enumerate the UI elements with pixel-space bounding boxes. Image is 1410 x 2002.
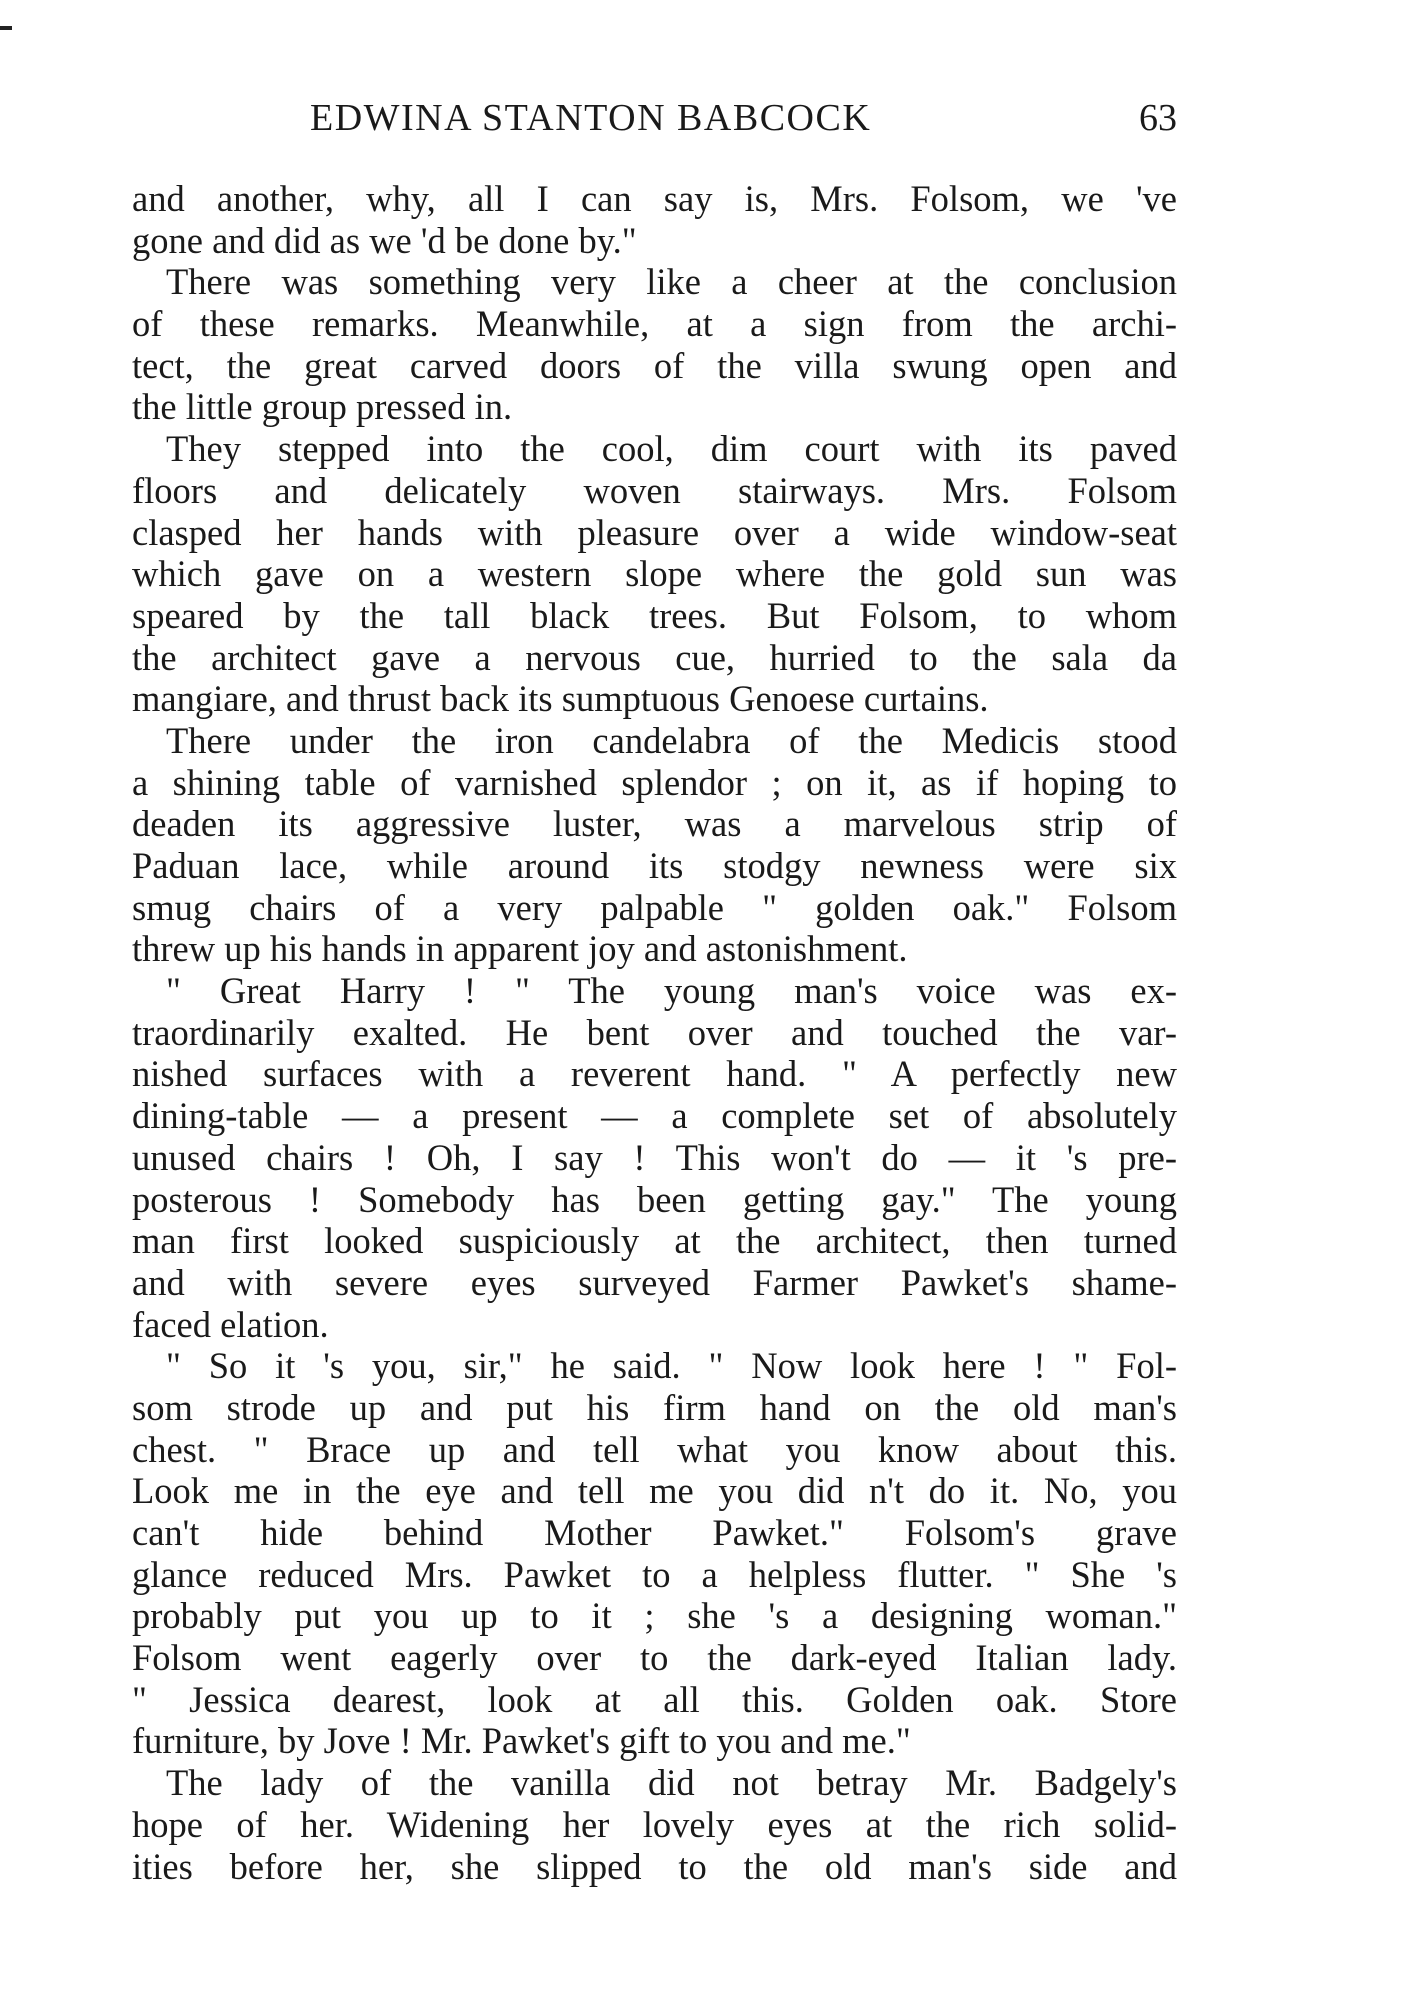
- text-line: man first looked suspiciously at the architect, then turned: [132, 1220, 1177, 1262]
- text-line: ities before her, she slipped to the old man's side and: [132, 1845, 1177, 1887]
- text-line: the architect gave a nervous cue, hurried to the sala da: [132, 636, 1177, 678]
- text-line: can't hide behind Mother Pawket." Folsom's grave: [132, 1512, 1177, 1553]
- text-line: of these remarks. Meanwhile, at a sign from the archi-: [132, 303, 1177, 345]
- text-line: " So it 's you, sir," he said. " Now look here ! " Fol-: [166, 1345, 1177, 1387]
- text-line: som strode up and put his firm hand on the old man's: [132, 1386, 1177, 1428]
- text-line: smug chairs of a very palpable " golden oak." Folsom: [132, 886, 1177, 928]
- text-line: and with severe eyes surveyed Farmer Pawket's shame-: [132, 1261, 1177, 1303]
- text-line: glance reduced Mrs. Pawket to a helpless flutter. " She 's: [132, 1553, 1177, 1595]
- text-line: gone and did as we 'd be done by.": [132, 219, 637, 261]
- text-line: speared by the tall black trees. But Folsom, to whom: [132, 594, 1177, 636]
- text-line: probably put you up to it ; she 's a designing woman.": [132, 1595, 1177, 1637]
- text-line: dining-table — a present — a complete set of absolutely: [132, 1095, 1177, 1137]
- text-line: floors and delicately woven stairways. Mrs. Folsom: [132, 469, 1177, 511]
- text-line: furniture, by Jove ! Mr. Pawket's gift to you and me.": [132, 1720, 911, 1762]
- text-line: the little group pressed in.: [132, 386, 513, 428]
- text-line: threw up his hands in apparent joy and astonishment.: [132, 928, 908, 970]
- text-line: Folsom went eagerly over to the dark-eyed Italian lady.: [132, 1637, 1177, 1679]
- text-line: There was something very like a cheer at the conclusion: [166, 261, 1177, 303]
- text-line: mangiare, and thrust back its sumptuous Genoese curtains.: [132, 678, 989, 720]
- text-line: deaden its aggressive luster, was a marvelous strip of: [132, 803, 1177, 845]
- text-line: unused chairs ! Oh, I say ! This won't do — it 's pre-: [132, 1136, 1177, 1178]
- text-line: chest. " Brace up and tell what you know about this.: [132, 1428, 1177, 1470]
- text-line: hope of her. Widening her lovely eyes at the rich solid-: [132, 1803, 1177, 1845]
- text-line: a shining table of varnished splendor ; on it, as if hoping to: [132, 761, 1177, 803]
- text-line: There under the iron candelabra of the Medicis stood: [166, 719, 1177, 761]
- text-line: and another, why, all I can say is, Mrs. Folsom, we 've: [132, 178, 1177, 219]
- text-line: posterous ! Somebody has been getting gay." The young: [132, 1178, 1177, 1220]
- text-line: nished surfaces with a reverent hand. " A perfectly new: [132, 1053, 1177, 1095]
- running-head: EDWINA STANTON BABCOCK: [310, 97, 872, 139]
- page-header: [132, 96, 1177, 146]
- text-line: Paduan lace, while around its stodgy newness were six: [132, 845, 1177, 886]
- page-number: 63: [1139, 97, 1177, 139]
- text-line: They stepped into the cool, dim court with its paved: [166, 428, 1177, 470]
- text-line: traordinarily exalted. He bent over and touched the var-: [132, 1011, 1177, 1053]
- scan-edge-mark: [0, 26, 12, 30]
- text-line: tect, the great carved doors of the villa swung open and: [132, 344, 1177, 386]
- text-line: Look me in the eye and tell me you did n't do it. No, you: [132, 1470, 1177, 1512]
- body-text: [132, 178, 1177, 1887]
- text-line: " Jessica dearest, look at all this. Golden oak. Store: [132, 1678, 1177, 1720]
- text-line: which gave on a western slope where the gold sun was: [132, 553, 1177, 595]
- text-line: " Great Harry ! " The young man's voice was ex-: [166, 970, 1177, 1012]
- text-line: The lady of the vanilla did not betray Mr. Badgely's: [166, 1762, 1177, 1804]
- text-line: faced elation.: [132, 1303, 329, 1345]
- text-line: clasped her hands with pleasure over a wide window-seat: [132, 511, 1177, 553]
